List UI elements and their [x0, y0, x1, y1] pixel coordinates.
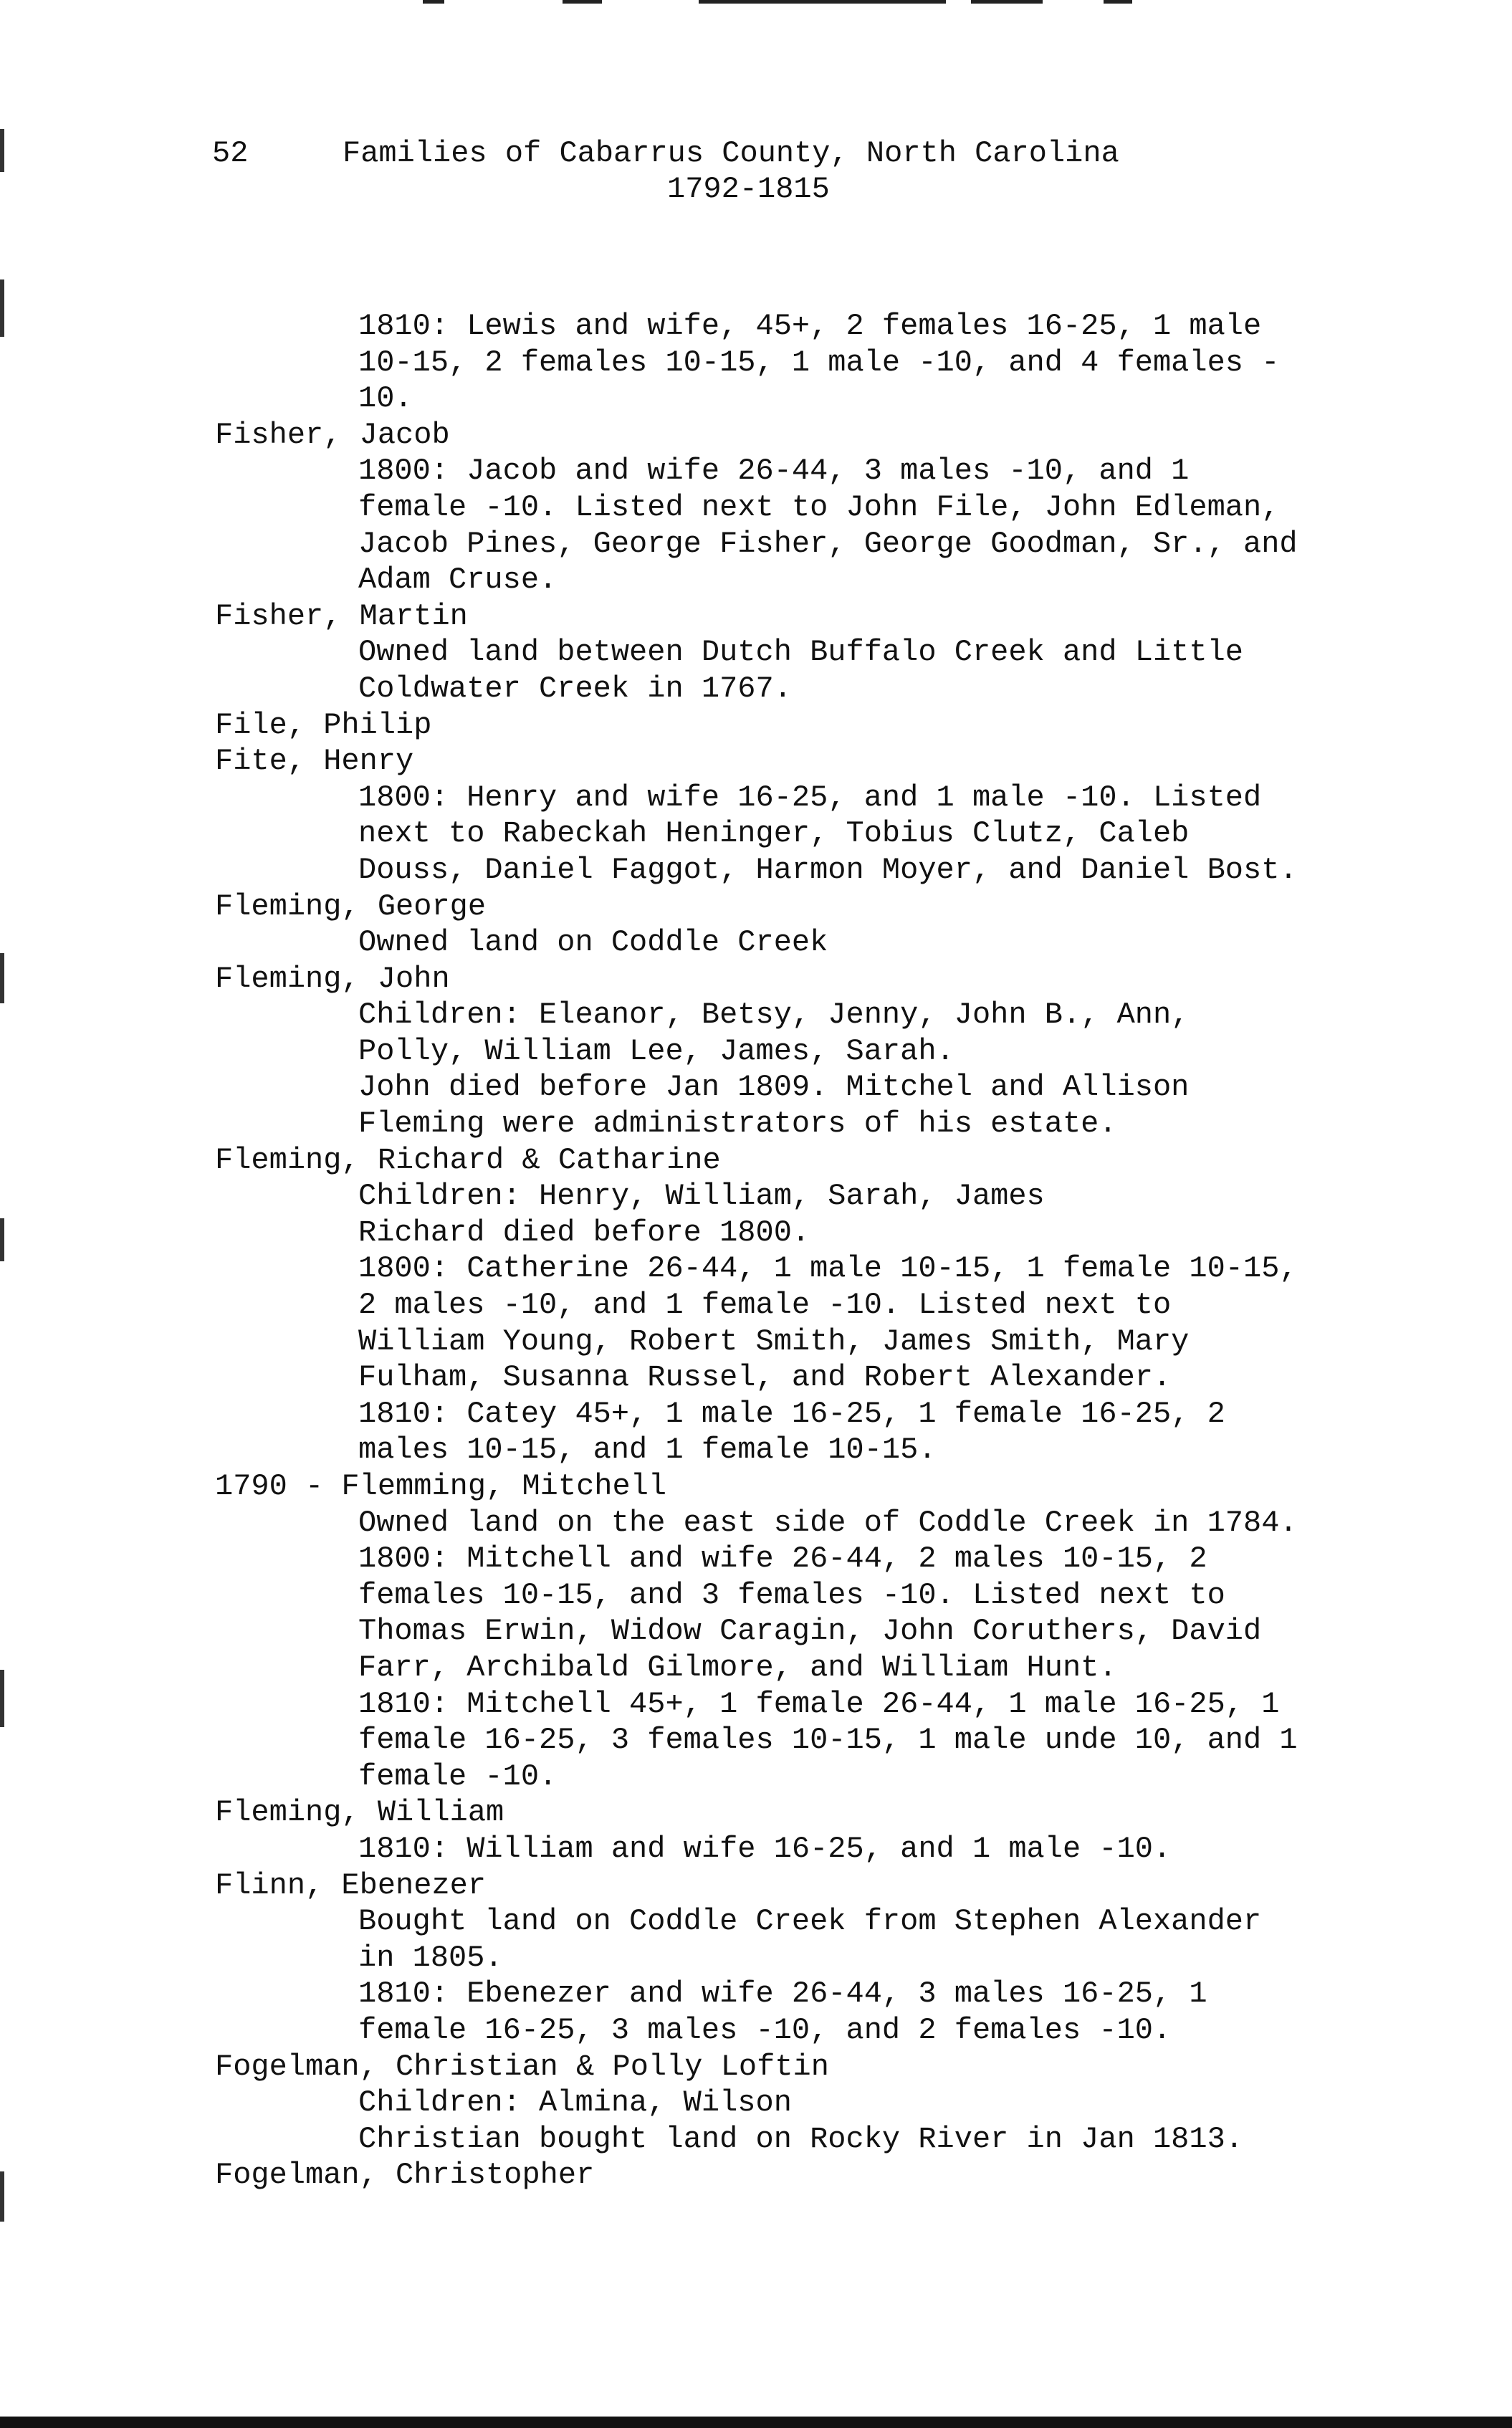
- family-entry: [215, 1468, 1376, 1794]
- entry-line: 1810: William and wife 16-25, and 1 male -10.: [358, 1831, 1172, 1866]
- entry-name: Fleming, George: [215, 889, 487, 924]
- entry-line: next to Rabeckah Heninger, Tobius Clutz, Caleb: [358, 816, 1190, 851]
- scan-artifact-top-1: [423, 0, 444, 4]
- scan-artifact-left-4: [0, 1218, 4, 1261]
- entry-line: Fulham, Susanna Russel, and Robert Alexander.: [358, 1360, 1172, 1395]
- family-entry: [215, 743, 1376, 888]
- family-entry: [215, 2049, 1376, 2158]
- scan-artifact-top-5: [1104, 0, 1132, 4]
- family-entry: [215, 707, 1376, 744]
- book-years: 1792-1815: [667, 172, 830, 206]
- entry-line: 1810: Mitchell 45+, 1 female 26-44, 1 male 16-25, 1: [358, 1686, 1280, 1721]
- entry-name: Fleming, John: [215, 961, 450, 996]
- entry-line: 1810: Ebenezer and wife 26-44, 3 males 16-25, 1: [358, 1977, 1207, 2012]
- entry-line: female 16-25, 3 females 10-15, 1 male unde 10, and 1: [358, 1723, 1298, 1758]
- entry-line: Children: Henry, William, Sarah, James: [358, 1179, 1045, 1214]
- entry-line: Children: Eleanor, Betsy, Jenny, John B., Ann,: [358, 998, 1190, 1033]
- entry-line: Richard died before 1800.: [358, 1215, 810, 1250]
- entry-name: File, Philip: [215, 707, 432, 742]
- family-entry: [215, 308, 1376, 417]
- entry-line: 1800: Henry and wife 16-25, and 1 male -10. Listed: [358, 780, 1262, 815]
- entry-name: Fleming, William: [215, 1795, 504, 1830]
- entry-name: Fleming, Richard & Catharine: [215, 1142, 721, 1177]
- entry-name: Fite, Henry: [215, 744, 414, 779]
- entry-line: Owned land between Dutch Buffalo Creek and Little: [358, 635, 1244, 670]
- family-entry: [215, 961, 1376, 1142]
- entry-line: female -10.: [358, 1759, 558, 1794]
- entry-name: Fisher, Jacob: [215, 417, 450, 452]
- entries-list: [215, 308, 1376, 2194]
- entry-name: Fogelman, Christian & Polly Loftin: [215, 2049, 829, 2084]
- entry-line: Coldwater Creek in 1767.: [358, 671, 792, 706]
- family-entry: [215, 889, 1376, 961]
- entry-line: Adam Cruse.: [358, 563, 558, 598]
- entry-line: Douss, Daniel Faggot, Harmon Moyer, and Daniel Bost.: [358, 852, 1298, 887]
- entry-line: Jacob Pines, George Fisher, George Goodman, Sr., and: [358, 526, 1298, 561]
- entry-line: 1800: Mitchell and wife 26-44, 2 males 10-15, 2: [358, 1542, 1207, 1577]
- entry-line: 2 males -10, and 1 female -10. Listed next to: [358, 1288, 1172, 1323]
- scan-artifact-left-2: [0, 279, 4, 337]
- entry-name: Fisher, Martin: [215, 598, 468, 634]
- scan-artifact-left-5: [0, 1670, 4, 1727]
- entry-line: Children: Almina, Wilson: [358, 2085, 792, 2121]
- entry-line: Owned land on the east side of Coddle Creek in 1784.: [358, 1505, 1298, 1540]
- family-entry: [215, 1794, 1376, 1867]
- entry-line: 10-15, 2 females 10-15, 1 male -10, and 4 females -: [358, 345, 1280, 380]
- entry-name: Fogelman, Christopher: [215, 2158, 595, 2193]
- family-entry: [215, 417, 1376, 598]
- entry-line: 1800: Catherine 26-44, 1 male 10-15, 1 female 10-15,: [358, 1251, 1298, 1286]
- family-entry: [215, 1142, 1376, 1468]
- entry-line: 1810: Catey 45+, 1 male 16-25, 1 female 16-25, 2: [358, 1396, 1225, 1431]
- entry-line: Farr, Archibald Gilmore, and William Hunt.: [358, 1650, 1117, 1685]
- entry-line: 10.: [358, 381, 413, 416]
- entry-line: William Young, Robert Smith, James Smith, Mary: [358, 1324, 1190, 1359]
- entry-line: female -10. Listed next to John File, John Edleman,: [358, 489, 1280, 525]
- entry-line: Fleming were administrators of his estate.: [358, 1107, 1117, 1142]
- scan-artifact-left-6: [0, 2171, 4, 2222]
- family-entry: [215, 1868, 1376, 2049]
- entry-line: 1800: Jacob and wife 26-44, 3 males -10, and 1: [358, 454, 1190, 489]
- scan-artifact-top-4: [971, 0, 1043, 4]
- scan-artifact-bottom: [0, 2417, 1512, 2428]
- book-title: Families of Cabarrus County, North Carolina: [343, 136, 1119, 171]
- scan-artifact-top-2: [563, 0, 602, 4]
- entry-line: John died before Jan 1809. Mitchel and Allison: [358, 1070, 1190, 1105]
- scan-artifact-top-3: [699, 0, 946, 4]
- entry-line: in 1805.: [358, 1940, 503, 1975]
- entry-line: Polly, William Lee, James, Sarah.: [358, 1033, 954, 1069]
- entry-line: Owned land on Coddle Creek: [358, 925, 828, 960]
- entry-line: female 16-25, 3 males -10, and 2 females -10.: [358, 2012, 1172, 2047]
- entry-name: 1790 - Flemming, Mitchell: [215, 1469, 667, 1504]
- page-number: 52: [212, 136, 249, 171]
- entry-line: 1810: Lewis and wife, 45+, 2 females 16-25, 1 male: [358, 309, 1262, 343]
- entry-line: males 10-15, and 1 female 10-15.: [358, 1433, 937, 1468]
- entry-name: Flinn, Ebenezer: [215, 1868, 487, 1903]
- entry-line: females 10-15, and 3 females -10. Listed next to: [358, 1577, 1225, 1612]
- scan-artifact-left-3: [0, 953, 4, 1003]
- scan-artifact-left-1: [0, 129, 4, 172]
- entry-line: Thomas Erwin, Widow Caragin, John Coruthers, David: [358, 1614, 1262, 1649]
- family-entry: [215, 598, 1376, 707]
- family-entry: [215, 2157, 1376, 2194]
- entry-line: Bought land on Coddle Creek from Stephen Alexander: [358, 1904, 1262, 1939]
- entry-line: Christian bought land on Rocky River in Jan 1813.: [358, 2121, 1244, 2156]
